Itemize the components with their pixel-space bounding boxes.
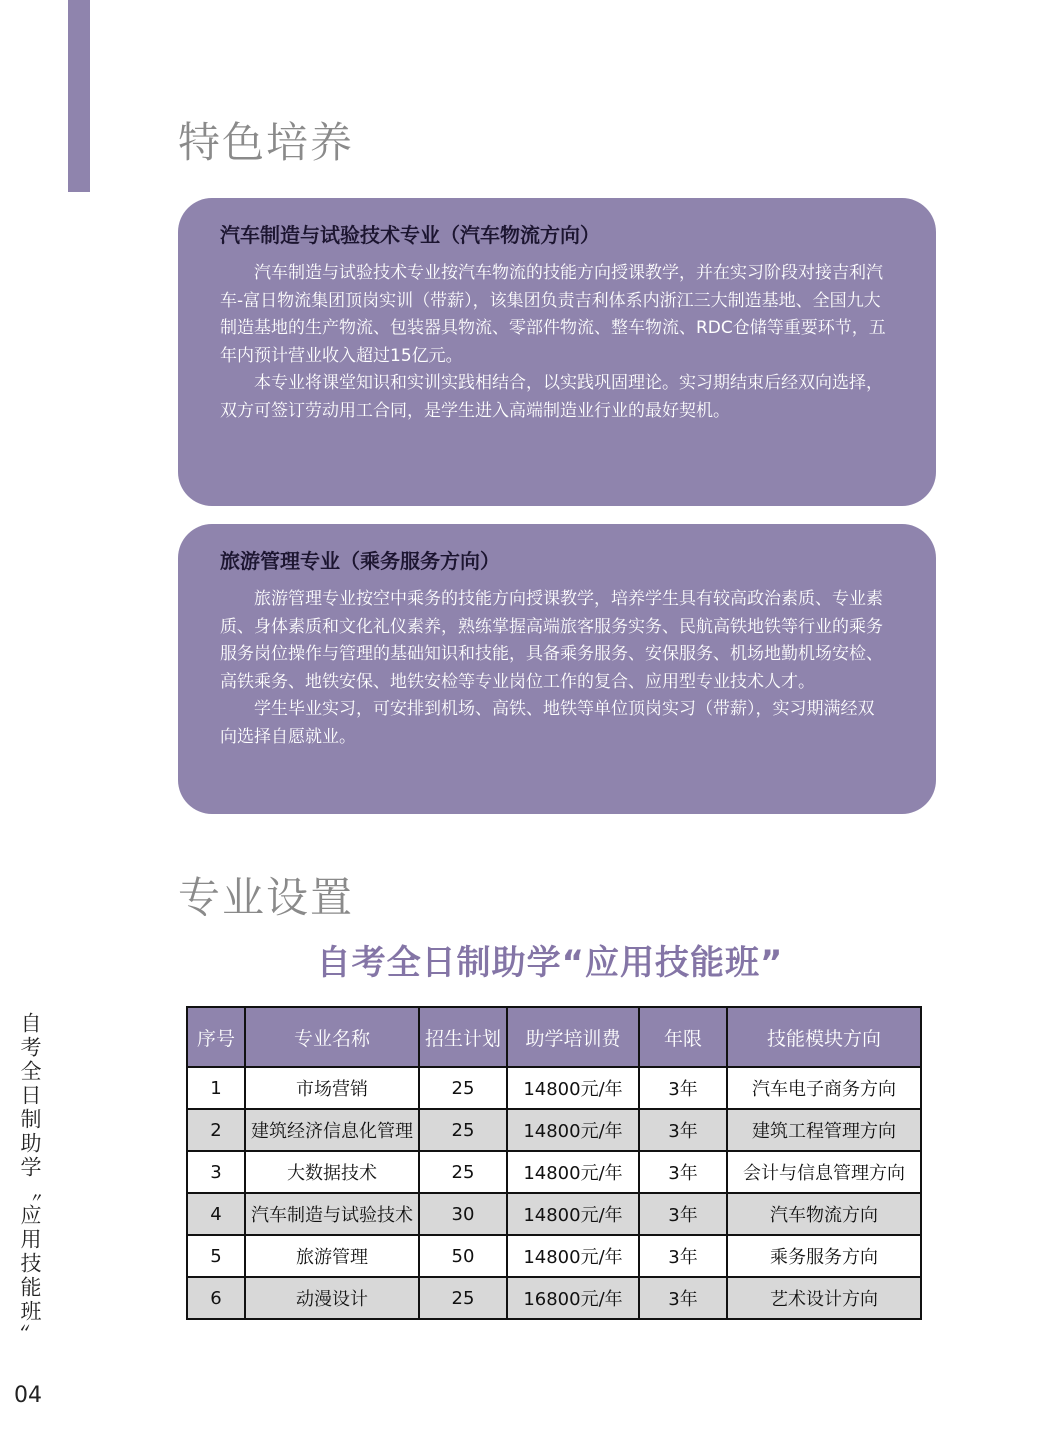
header-cell: 技能模块方向 bbox=[727, 1007, 921, 1067]
table-cell: 25 bbox=[419, 1109, 507, 1151]
table-cell: 3年 bbox=[639, 1235, 727, 1277]
card-paragraph: 旅游管理专业按空中乘务的技能方向授课教学，培养学生具有较高政治素质、专业素质、身体素质和文化礼仪素养，熟练掌握高端旅客服务实务、民航高铁地铁等行业的乘务服务岗位操作与管理的基础知识和技能，具备乘务服务、安保服务、机场地勤机场安检、高铁乘务、地铁安保、地铁安检等专业岗位工作的复合、应用型专业技术人才。 bbox=[220, 589, 883, 692]
table-cell: 3年 bbox=[639, 1109, 727, 1151]
feature-card-auto bbox=[178, 198, 936, 506]
table-cell: 30 bbox=[419, 1193, 507, 1235]
table-cell: 3年 bbox=[639, 1193, 727, 1235]
feature-card-tourism bbox=[178, 524, 936, 814]
table-cell: 50 bbox=[419, 1235, 507, 1277]
card-paragraph: 汽车制造与试验技术专业按汽车物流的技能方向授课教学，并在实习阶段对接吉利汽车-富日物流集团顶岗实训（带薪），该集团负责吉利体系内浙江三大制造基地、全国九大制造基地的生产物流、包装器具物流、零部件物流、整车物流、RDC仓储等重要环节，五年内预计营业收入超过15亿元。 bbox=[220, 263, 886, 366]
header-cell: 助学培训费 bbox=[507, 1007, 639, 1067]
table-cell: 3年 bbox=[639, 1067, 727, 1109]
table-cell: 14800元/年 bbox=[507, 1067, 639, 1109]
header-cell: 序号 bbox=[187, 1007, 245, 1067]
majors-table bbox=[186, 1006, 922, 1320]
section-title-majors: 专业设置 bbox=[178, 873, 355, 922]
header-cell: 年限 bbox=[639, 1007, 727, 1067]
side-label: 自考全日制助学〝应用技能班〞 bbox=[18, 1012, 42, 1348]
table-cell: 乘务服务方向 bbox=[727, 1235, 921, 1277]
table-cell: 25 bbox=[419, 1151, 507, 1193]
table-cell: 动漫设计 bbox=[245, 1277, 419, 1319]
table-cell: 4 bbox=[187, 1193, 245, 1235]
table-cell: 建筑经济信息化管理 bbox=[245, 1109, 419, 1151]
table-cell: 汽车制造与试验技术 bbox=[245, 1193, 419, 1235]
table-cell: 建筑工程管理方向 bbox=[727, 1109, 921, 1151]
table-cell: 大数据技术 bbox=[245, 1151, 419, 1193]
section-title-features: 特色培养 bbox=[178, 118, 355, 167]
table-cell: 14800元/年 bbox=[507, 1109, 639, 1151]
accent-bar bbox=[68, 0, 90, 192]
card-paragraph: 本专业将课堂知识和实训实践相结合，以实践巩固理论。实习期结束后经双向选择，双方可签订劳动用工合同，是学生进入高端制造业行业的最好契机。 bbox=[220, 373, 883, 421]
table-cell: 5 bbox=[187, 1235, 245, 1277]
table-cell: 16800元/年 bbox=[507, 1277, 639, 1319]
table-cell: 6 bbox=[187, 1277, 245, 1319]
table-cell: 14800元/年 bbox=[507, 1235, 639, 1277]
table-cell: 3 bbox=[187, 1151, 245, 1193]
table-row bbox=[187, 1109, 921, 1151]
header-cell: 专业名称 bbox=[245, 1007, 419, 1067]
table-cell: 艺术设计方向 bbox=[727, 1277, 921, 1319]
page-number: 04 bbox=[14, 1383, 42, 1408]
card-heading: 旅游管理专业（乘务服务方向） bbox=[220, 549, 500, 573]
table-row bbox=[187, 1067, 921, 1109]
table-cell: 市场营销 bbox=[245, 1067, 419, 1109]
table-cell: 汽车电子商务方向 bbox=[727, 1067, 921, 1109]
table-cell: 会计与信息管理方向 bbox=[727, 1151, 921, 1193]
table-cell: 1 bbox=[187, 1067, 245, 1109]
table-row bbox=[187, 1235, 921, 1277]
table-row bbox=[187, 1151, 921, 1193]
table-cell: 旅游管理 bbox=[245, 1235, 419, 1277]
table-row bbox=[187, 1193, 921, 1235]
table-cell: 2 bbox=[187, 1109, 245, 1151]
card-heading: 汽车制造与试验技术专业（汽车物流方向） bbox=[220, 223, 600, 247]
card-paragraph: 学生毕业实习，可安排到机场、高铁、地铁等单位顶岗实习（带薪），实习期满经双向选择自愿就业。 bbox=[220, 699, 875, 747]
header-cell: 招生计划 bbox=[419, 1007, 507, 1067]
table-cell: 14800元/年 bbox=[507, 1151, 639, 1193]
table-cell: 汽车物流方向 bbox=[727, 1193, 921, 1235]
table-cell: 3年 bbox=[639, 1151, 727, 1193]
table-row bbox=[187, 1277, 921, 1319]
table-title: 自考全日制助学“应用技能班” bbox=[316, 943, 784, 983]
table-cell: 25 bbox=[419, 1277, 507, 1319]
table-cell: 3年 bbox=[639, 1277, 727, 1319]
table-cell: 14800元/年 bbox=[507, 1193, 639, 1235]
table-header-row bbox=[187, 1007, 921, 1067]
table-cell: 25 bbox=[419, 1067, 507, 1109]
